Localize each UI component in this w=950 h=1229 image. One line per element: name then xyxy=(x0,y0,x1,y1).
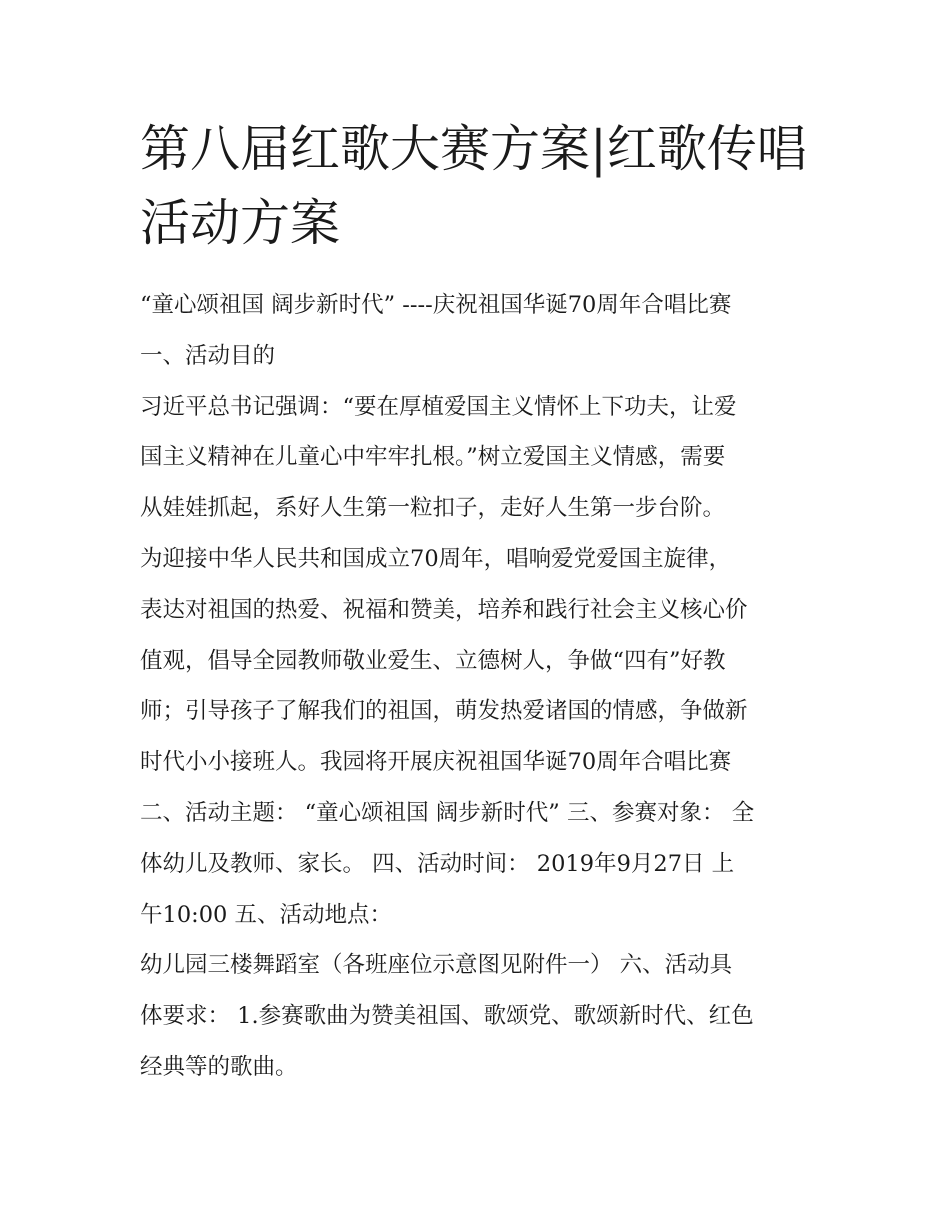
paragraph-line: 时代小小接班人。我园将开展庆祝祖国华诞70周年合唱比赛 xyxy=(140,749,732,776)
title-line: 第八届红歌大赛方案|红歌传唱 xyxy=(140,120,807,178)
paragraph-line: 体要求： 1.参赛歌曲为赞美祖国、歌颂党、歌颂新时代、红色 xyxy=(140,1003,754,1030)
paragraph-line: 师；引导孩子了解我们的祖国，萌发热爱诸国的情感，争做新 xyxy=(140,698,748,725)
paragraph-line: 午10:00 五、活动地点： xyxy=(140,901,392,928)
section-heading: 一、活动目的 xyxy=(140,342,276,369)
paragraph-line: 体幼儿及教师、家长。 四、活动时间： 2019年9月27日 上 xyxy=(140,850,735,877)
paragraph-line: 值观，倡导全园教师敬业爱生、立德树人，争做“四有”好教 xyxy=(140,647,726,674)
paragraph-line: 表达对祖国的热爱、祝福和赞美，培养和践行社会主义核心价 xyxy=(140,596,748,623)
paragraph-line: 经典等的歌曲。 xyxy=(140,1053,298,1080)
paragraph-line: 习近平总书记强调：“要在厚植爱国主义情怀上下功夫，让爱 xyxy=(140,393,737,420)
document-title xyxy=(140,112,820,260)
title-line: 活动方案 xyxy=(140,194,340,252)
paragraph-line: 二、活动主题： “童心颂祖国 阔步新时代” 三、参赛对象： 全 xyxy=(140,799,755,826)
paragraph-line: 国主义精神在儿童心中牢牢扎根。”树立爱国主义情感，需要 xyxy=(140,444,726,471)
paragraph-line: 为迎接中华人民共和国成立70周年，唱响爱党爱国主旋律， xyxy=(140,545,732,572)
paragraph-line: 幼儿园三楼舞蹈室（各班座位示意图见附件一） 六、活动具 xyxy=(140,952,733,979)
document-body xyxy=(140,280,820,1093)
subtitle-line: “童心颂祖国 阔步新时代” ----庆祝祖国华诞70周年合唱比赛 xyxy=(140,292,732,318)
paragraph-line: 从娃娃抓起，系好人生第一粒扣子，走好人生第一步台阶。 xyxy=(140,495,726,522)
